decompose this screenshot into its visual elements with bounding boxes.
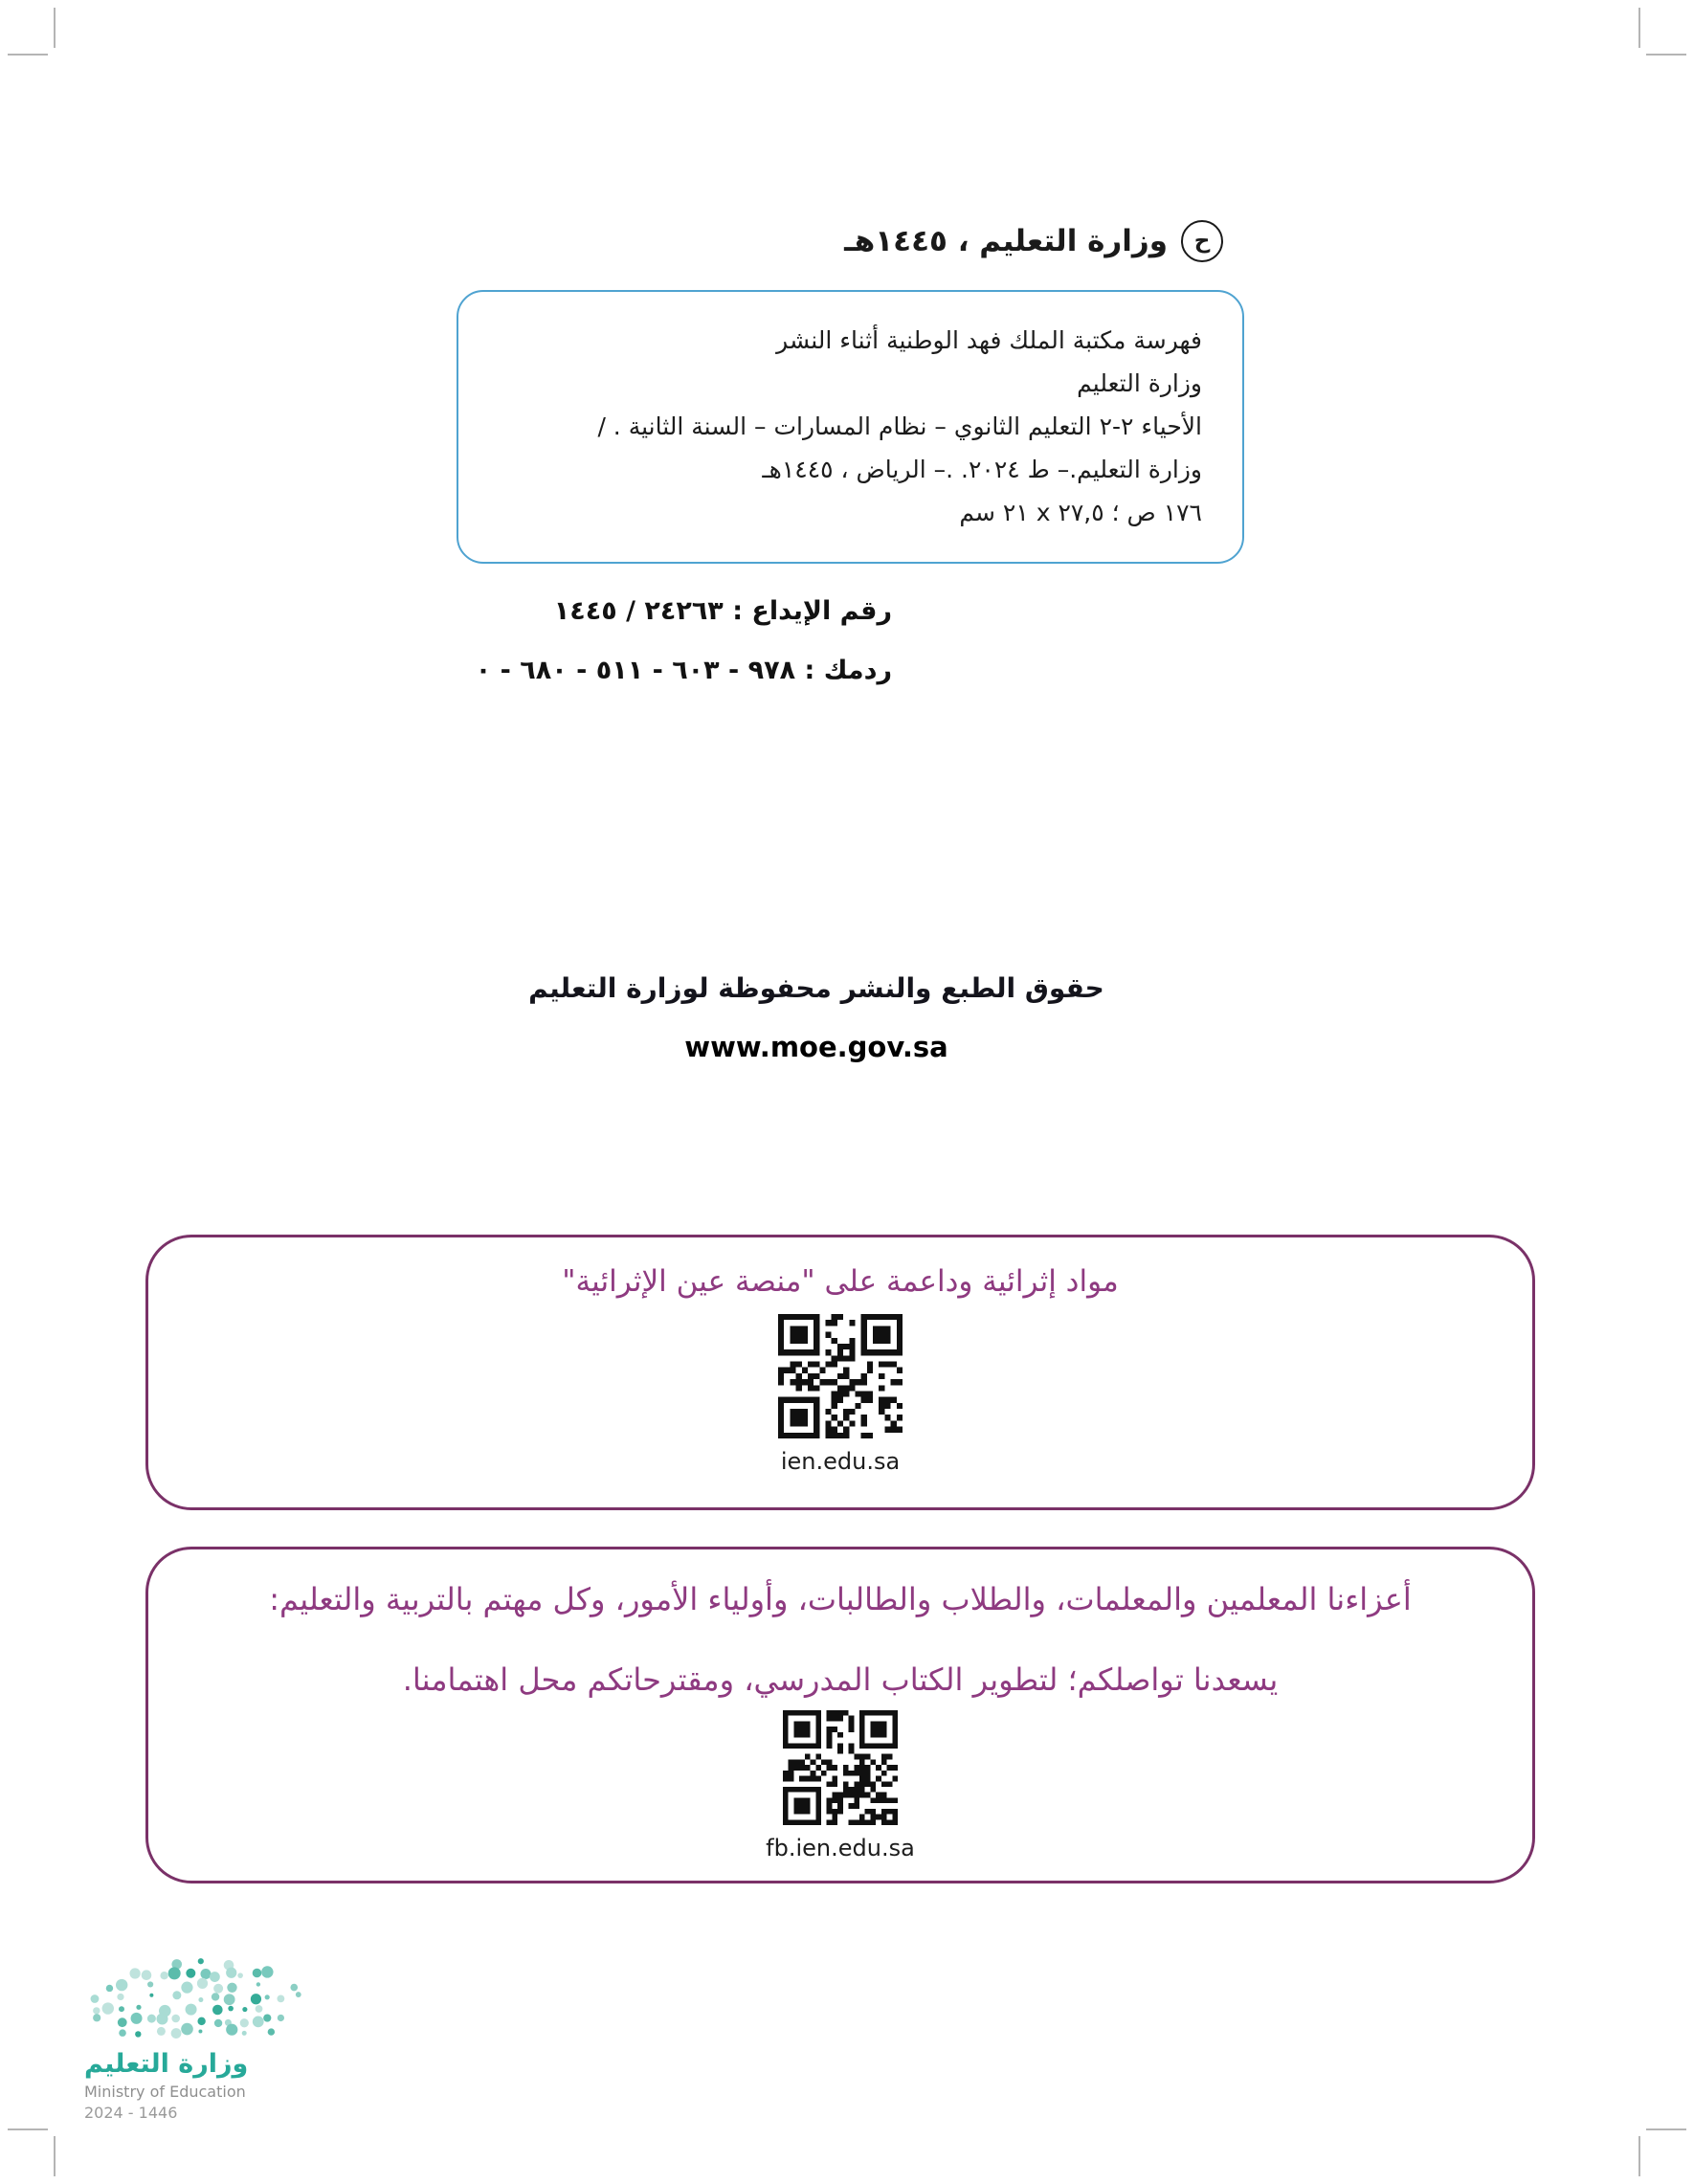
trim-mark [8, 54, 48, 56]
catalog-line: وزارة التعليم.– ط ٢٠٢٤. .– الرياض ، ١٤٤٥هـ [762, 456, 1202, 483]
ien-qr-code [148, 1314, 1532, 1438]
moe-logo-years: 2024 - 1446 [84, 2104, 178, 2122]
trim-mark [54, 8, 56, 48]
cataloging-box [457, 290, 1244, 564]
trim-mark [54, 2136, 56, 2176]
trim-mark [1638, 2136, 1640, 2176]
trim-mark [1646, 2128, 1686, 2130]
ien-box-title: مواد إثرائية وداعمة على "منصة عين الإثرائية" [562, 1264, 1119, 1299]
deposit-label: رقم الإيداع : [732, 596, 892, 626]
catalog-line: فهرسة مكتبة الملك فهد الوطنية أثناء النشر [776, 326, 1202, 354]
isbn-label: ردمك : [804, 656, 892, 685]
feedback-line-2: يسعدنا تواصلكم؛ لتطوير الكتاب المدرسي، ومقترحاتكم محل اهتمامنا. [402, 1661, 1279, 1698]
rights-statement: حقوق الطبع والنشر محفوظة لوزارة التعليم [528, 972, 1104, 1004]
trim-mark [1646, 54, 1686, 56]
catalog-line: الأحياء ٢-٢ التعليم الثانوي – نظام المسارات – السنة الثانية . / [597, 412, 1202, 440]
catalog-line: ١٧٦ ص ؛ ٢٧,٥ x ٢١ سم [959, 499, 1202, 526]
moe-logo-dots-icon [84, 1948, 371, 2047]
isbn-value: ٩٧٨ - ٦٠٣ - ٥١١ - ٦٨٠ - ٠ [475, 656, 796, 685]
isbn-number [476, 651, 892, 691]
rights-block [0, 972, 1633, 1063]
moe-logo [84, 1948, 371, 2122]
moe-logo-english-wordmark: Ministry of Education [84, 2083, 246, 2101]
copyright-symbol-icon: ح [1181, 220, 1223, 262]
feedback-line-1: أعزاءنا المعلمين والمعلمات، والطلاب والطالبات، وأولياء الأمور، وكل مهتم بالتربية والتعليم: [269, 1581, 1412, 1617]
copyright-text: وزارة التعليم ، ١٤٤٥هـ [844, 224, 1168, 258]
ien-url: ien.edu.sa [780, 1448, 901, 1475]
deposit-number [476, 591, 892, 632]
moe-logo-arabic-wordmark: وزارة التعليم [84, 2049, 249, 2079]
trim-mark [1638, 8, 1640, 48]
feedback-qr-code [148, 1710, 1532, 1825]
ien-platform-box [145, 1235, 1535, 1510]
deposit-value: ٢٤٢٦٣ / ١٤٤٥ [553, 596, 724, 626]
feedback-url: fb.ien.edu.sa [766, 1835, 915, 1861]
feedback-box [145, 1547, 1535, 1883]
copyright-line [844, 220, 1223, 262]
trim-mark [8, 2128, 48, 2130]
moe-website: www.moe.gov.sa [684, 1031, 948, 1063]
legal-numbers [476, 591, 892, 710]
catalog-line: وزارة التعليم [1077, 369, 1202, 397]
